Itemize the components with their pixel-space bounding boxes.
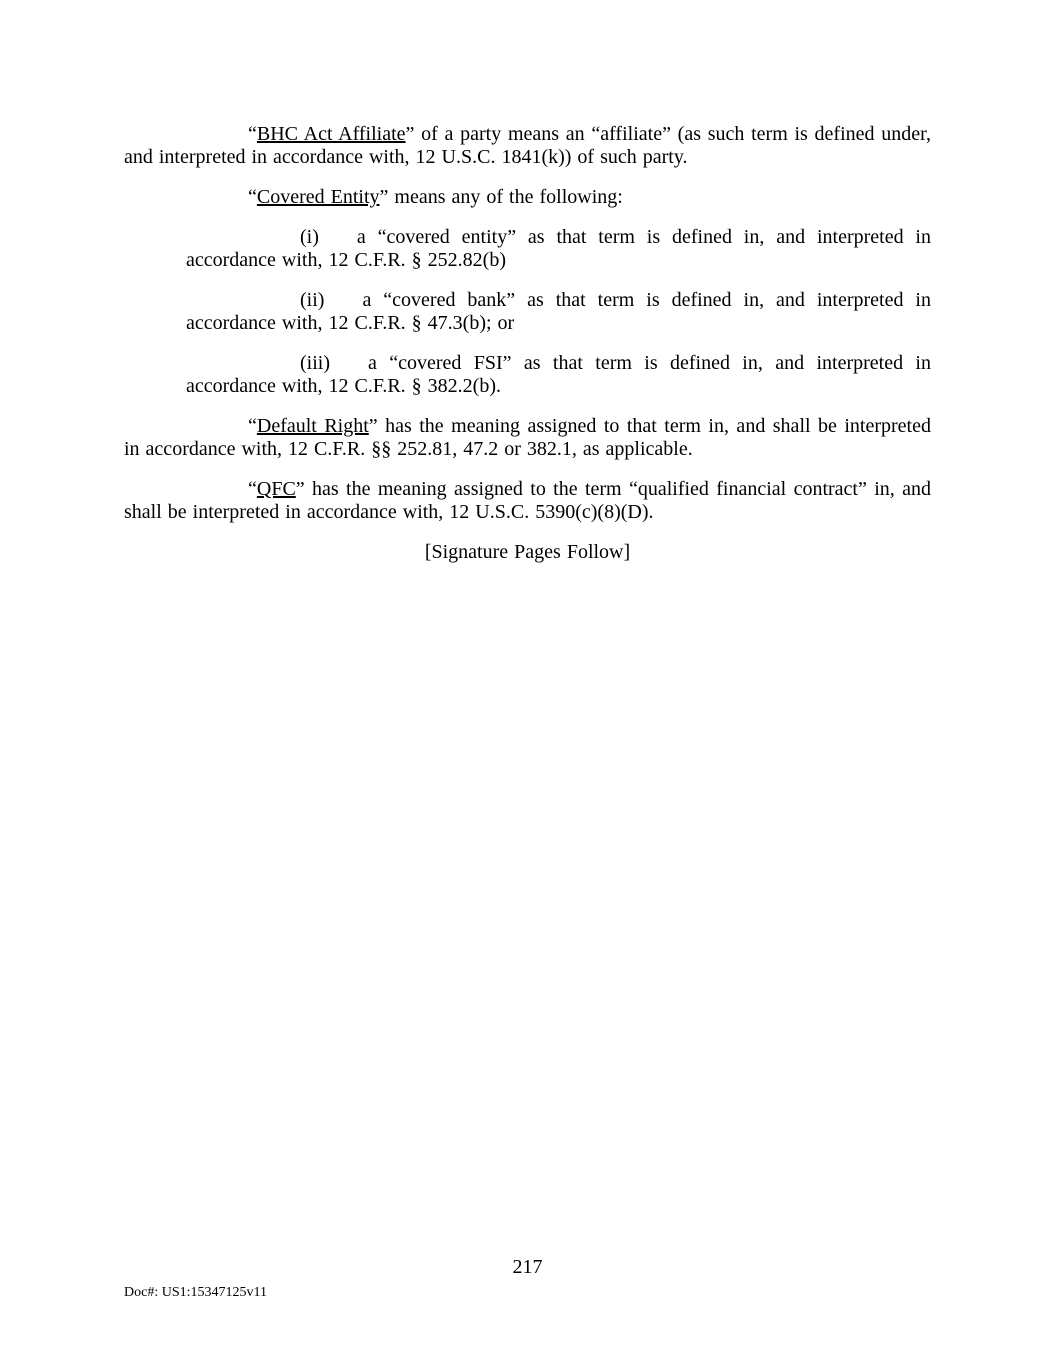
definition-text: ” means any of the following: [379, 186, 623, 208]
page-number: 217 [512, 1256, 543, 1278]
defined-term: BHC Act Affiliate [256, 123, 406, 145]
quote-open: “ [248, 478, 257, 500]
paragraph-romanette-i [186, 226, 931, 272]
paragraph-definition-bhc-act-affiliate [124, 123, 931, 169]
defined-term: Covered Entity [256, 186, 380, 208]
list-numeral: (iii) [300, 352, 330, 374]
clause-text: a “covered bank” as that term is defined in, and interpreted in accordance with, 12 C.F.R. § 47.3(b); or [186, 289, 931, 334]
quote-open: “ [248, 415, 257, 437]
paragraph-definition-default-right [124, 415, 931, 461]
paragraph-definition-covered-entity [124, 186, 931, 209]
defined-term: Default Right [256, 415, 369, 437]
defined-term: QFC [256, 478, 296, 500]
paragraph-romanette-iii [186, 352, 931, 398]
definition-text: ” has the meaning assigned to the term “qualified financial contract” in, and shall be interpreted in accordance with, 12 U.S.C. 5390(c)(8)(D). [124, 478, 931, 523]
definition-text: ” of a party means an “affiliate” (as such term is defined under, and interpreted in accordance with, 12 U.S.C. 1841(k)) of such party. [124, 123, 931, 168]
list-numeral: (ii) [300, 289, 325, 311]
paragraph-romanette-ii [186, 289, 931, 335]
quote-open: “ [248, 186, 257, 208]
body-text [124, 123, 931, 581]
quote-open: “ [248, 123, 257, 145]
document-number-footer: Doc#: US1:15347125v11 [124, 1285, 267, 1300]
paragraph-definition-qfc [124, 478, 931, 524]
list-numeral: (i) [300, 226, 319, 248]
signature-pages-follow-line [124, 541, 931, 564]
clause-text: a “covered FSI” as that term is defined in, and interpreted in accordance with, 12 C.F.R. § 382.2(b). [186, 352, 931, 397]
definition-text: ” has the meaning assigned to that term in, and shall be interpreted in accordance with, 12 C.F.R. §§ 252.81, 47.2 or 382.1, as applicable. [124, 415, 931, 460]
centered-text: [Signature Pages Follow] [424, 541, 631, 563]
clause-text: a “covered entity” as that term is defined in, and interpreted in accordance with, 12 C.F.R. § 252.82(b) [186, 226, 931, 271]
